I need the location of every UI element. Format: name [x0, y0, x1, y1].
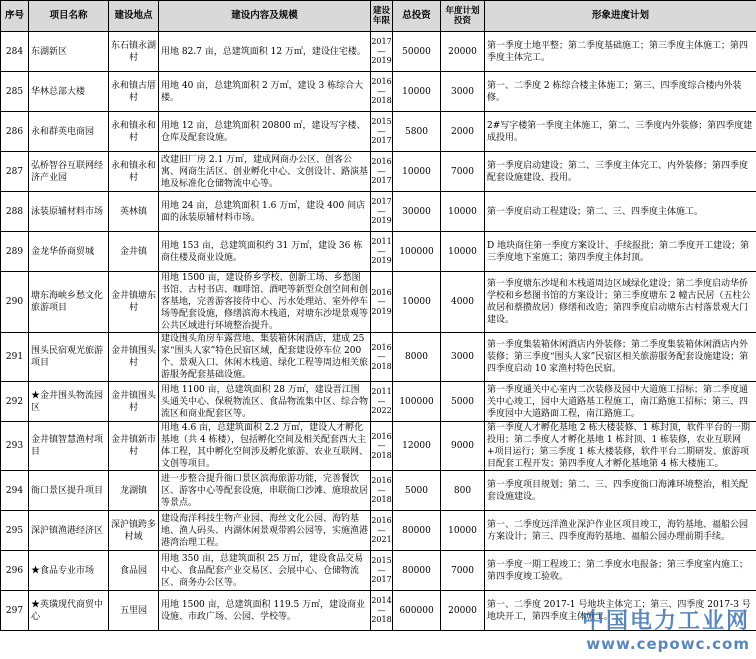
cell-content: 进一步整合提升衙口景区滨海旅游功能，完善餐饮区、游客中心等配套设施，串联衙口沙滩、施琅故居等景点。 — [159, 471, 371, 511]
cell-years — [371, 333, 393, 382]
cell-location: 五里园 — [109, 591, 159, 631]
table-row — [1, 551, 756, 591]
year-part: 2018 — [371, 361, 392, 371]
table-row — [1, 333, 756, 382]
cell-plan: 第一、二季度 2017-1 号地块主体完工；第三、四季度 2017-3 号地块开工，第四季度主体施工。 — [485, 591, 756, 631]
table-row — [1, 591, 756, 631]
year-part: — — [377, 352, 386, 362]
year-part: 2016 — [371, 342, 392, 352]
cell-no: 297 — [1, 591, 29, 631]
table-row — [1, 272, 756, 333]
cell-content: 改建旧厂房 2.1 万㎡，建成网商办公区、创客公寓、网商生活区、创业孵化中心、文创设计、路演基地及标准化仓储物流中心等。 — [159, 152, 371, 192]
cell-no: 294 — [1, 471, 29, 511]
year-part: 2017 — [371, 176, 392, 186]
year-part: — — [377, 441, 386, 451]
cell-content: 用地 4.6 亩，总建筑面积 2.2 万㎡，建设人才孵化基地（共 4 栋楼），包括孵化空间及相关配套西大主体工程，其中孵化空间涉及孵化旅游、农业互联网、文创等项目。 — [159, 422, 371, 471]
year-part: — — [377, 126, 386, 136]
cell-content: 用地 350 亩，总建筑面积 25 万㎡，建设食品交易中心、食品配套产业交易区、会展中心、仓储物流区、商务办公区等。 — [159, 551, 371, 591]
year-part: 2019 — [371, 56, 392, 66]
year-part: — — [377, 206, 386, 216]
cell-name: 塘东海峡乡愁文化旅游项目 — [29, 272, 109, 333]
year-part: 2019 — [371, 256, 392, 266]
cell-annual: 20000 — [441, 591, 485, 631]
year-part: 2016 — [371, 476, 392, 486]
watermark-line1: 中国电力工业网 — [581, 609, 750, 634]
cell-plan: 第一季度塘东沙堤和木栈道周边区域绿化建设；第二季度启动华侨学校和乡愁图书馆的方案设计；第三季度塘东 2 幢古民居（五柱公故居和蔡攒故居）修缮和改造；第四季度启动塘东古村落景观大门建设。 — [485, 272, 756, 333]
header-row — [1, 1, 756, 32]
cell-location: 金井镇新市村 — [109, 422, 159, 471]
cell-location: 食品园 — [109, 551, 159, 591]
header-location: 建设地点 — [109, 1, 159, 32]
cell-location: 英林镇 — [109, 192, 159, 232]
year-part: 2016 — [371, 431, 392, 441]
cell-plan: 第一季度集装箱休闲酒店内外装修；第二季度集装箱休闲酒店内外装修；第三季度“围头人家”民宿区相关旅游服务配套设施建设；第四季度启动 10 家渔村特色民宿。 — [485, 333, 756, 382]
cell-annual: 9000 — [441, 422, 485, 471]
cell-total: 600000 — [393, 591, 441, 631]
cell-annual: 7000 — [441, 152, 485, 192]
cell-name: ★食品专业市场 — [29, 551, 109, 591]
cell-content: 建设围头角房车露营地、集装箱休闲酒店，建成 25 家“围头人家”特色民宿区域，配套建设停车位 200 个、景观入口、休闲木栈道、绿化工程等周边相关旅游服务配套基础设施。 — [159, 333, 371, 382]
cell-name: ★英璜现代商贸中心 — [29, 591, 109, 631]
cell-no: 290 — [1, 272, 29, 333]
cell-annual: 10000 — [441, 192, 485, 232]
header-total: 总投资 — [393, 1, 441, 32]
year-part: — — [377, 246, 386, 256]
cell-total: 30000 — [393, 192, 441, 232]
cell-annual: 3000 — [441, 333, 485, 382]
cell-name: 金龙华侨商贸城 — [29, 232, 109, 272]
cell-total: 5000 — [393, 471, 441, 511]
cell-total: 5800 — [393, 112, 441, 152]
header-name: 项目名称 — [29, 1, 109, 32]
cell-no: 293 — [1, 422, 29, 471]
cell-no: 287 — [1, 152, 29, 192]
table-row — [1, 72, 756, 112]
cell-total: 10000 — [393, 152, 441, 192]
table-row — [1, 232, 756, 272]
cell-location: 龙湖镇 — [109, 471, 159, 511]
cell-content: 用地 1500 亩，建设侨乡学校、创新工场、乡愁图书馆、古村书店、咖啡馆、酒吧等新型众创空间和创客基地，完善游客接待中心、污水处理站、室外停车场等配套设施，修缮滨海木栈道，对塘东沙堤景观等公共区域进行环境整治提升。 — [159, 272, 371, 333]
cell-content: 用地 153 亩，总建筑面积约 31 万㎡，建设 36 栋商住楼及商业设施。 — [159, 232, 371, 272]
header-no: 序号 — [1, 1, 29, 32]
year-part: 2016 — [371, 157, 392, 167]
cell-content: 建设海洋科技生物产业园、海丝文化公园、海钓基地、渔人码头、内湖休闲景观带鸥公园等，实施渔港港湾治理工程。 — [159, 511, 371, 551]
cell-location: 金井镇围头村 — [109, 382, 159, 422]
year-part: 2018 — [371, 96, 392, 106]
cell-name: 深沪镇渔港经济区 — [29, 511, 109, 551]
year-part: — — [377, 86, 386, 96]
cell-plan: 第一季度通关中心室内二次装修及园中大道施工招标；第二季度通关中心竣工，园中大道路基工程施工，南江路施工招标；第三、四季度园中大道路面工程，南江路施工。 — [485, 382, 756, 422]
cell-plan: 第一季度人才孵化基地 2 栋大楼装修、1 栋封顶，软件平台的一期投用；第二季度人才孵化基地 1 栋封顶、1 栋装修，农业互联网+项目运行；第三季度 1 栋大楼装修，软件平台二期研发、旅游项目配套工程开发；第四季度人才孵化基地第 4 栋大楼施工。 — [485, 422, 756, 471]
year-part: 2018 — [371, 495, 392, 505]
cell-plan: 2#写字楼第一季度主体施工，第二、三季度内外装修；第四季度建成投用。 — [485, 112, 756, 152]
table-row — [1, 422, 756, 471]
table-row — [1, 511, 756, 551]
header-content: 建设内容及规模 — [159, 1, 371, 32]
cell-no: 295 — [1, 511, 29, 551]
year-part: — — [377, 297, 386, 307]
year-part: — — [377, 166, 386, 176]
cell-name: 围头民宿观光旅游项目 — [29, 333, 109, 382]
table-row — [1, 382, 756, 422]
cell-content: 用地 82.7 亩，总建筑面积 12 万㎡，建设住宅楼。 — [159, 32, 371, 72]
cell-name: 华林总部大楼 — [29, 72, 109, 112]
watermark-line2: www.cepowc.com — [586, 635, 750, 653]
cell-total: 10000 — [393, 272, 441, 333]
cell-name: 金井镇智慧渔村项目 — [29, 422, 109, 471]
table-row — [1, 112, 756, 152]
year-part: 2016 — [371, 77, 392, 87]
cell-annual: 2000 — [441, 112, 485, 152]
cell-annual: 20000 — [441, 32, 485, 72]
cell-location: 永和镇古厝村 — [109, 72, 159, 112]
cell-content: 用地 40 亩，总建筑面积 2 万㎡，建设 3 栋综合大楼。 — [159, 72, 371, 112]
year-part: 2022 — [371, 406, 392, 416]
year-part: 2018 — [371, 450, 392, 460]
cell-years — [371, 72, 393, 112]
cell-content: 用地 1100 亩，总建筑面积 28 万㎡，建设晋江围头通关中心、保税物流区、食品物流集中区、综合物流区和商业配套区等。 — [159, 382, 371, 422]
cell-no: 289 — [1, 232, 29, 272]
cell-no: 292 — [1, 382, 29, 422]
cell-plan: 第一季度土地平整；第二季度基础施工；第三季度主体施工；第四季度主体完工。 — [485, 32, 756, 72]
table-row — [1, 471, 756, 511]
cell-plan: 第一季度一期工程竣工；第二季度水电报备；第三季度室内施工；第四季度竣工验收。 — [485, 551, 756, 591]
cell-total: 80000 — [393, 551, 441, 591]
cell-no: 296 — [1, 551, 29, 591]
year-part: 2016 — [371, 287, 392, 297]
header-years: 建设年限 — [371, 1, 393, 32]
year-part: 2015 — [371, 556, 392, 566]
year-part: 2017 — [371, 575, 392, 585]
cell-plan: 第一、二季度 2 栋综合楼主体施工；第三、四季度综合楼内外装修。 — [485, 72, 756, 112]
cell-total: 50000 — [393, 32, 441, 72]
year-part: 2021 — [371, 535, 392, 545]
cell-location: 东石镇永湖村 — [109, 32, 159, 72]
cell-annual: 3000 — [441, 72, 485, 112]
cell-location: 金井镇 — [109, 232, 159, 272]
cell-total: 12000 — [393, 422, 441, 471]
year-part: — — [377, 605, 386, 615]
cell-location: 金井镇塘东村 — [109, 272, 159, 333]
table-row — [1, 192, 756, 232]
cell-years — [371, 511, 393, 551]
year-part: 2018 — [371, 615, 392, 625]
cell-total: 8000 — [393, 333, 441, 382]
year-part: 2011 — [371, 387, 392, 397]
cell-annual: 4000 — [441, 272, 485, 333]
cell-name: 衙口景区提升项目 — [29, 471, 109, 511]
cell-no: 285 — [1, 72, 29, 112]
year-part: 2017 — [371, 197, 392, 207]
cell-name: 永和群英电商园 — [29, 112, 109, 152]
cell-no: 286 — [1, 112, 29, 152]
cell-name: 弘桥智谷互联网经济产业园 — [29, 152, 109, 192]
year-part: 2011 — [371, 237, 392, 247]
cell-name: 泳装原辅材料市场 — [29, 192, 109, 232]
cell-total: 100000 — [393, 232, 441, 272]
cell-years — [371, 112, 393, 152]
cell-content: 用地 24 亩，总建筑面积 1.6 万㎡，建设 400 间店面的泳装原辅材料市场。 — [159, 192, 371, 232]
cell-location: 金井镇围头村 — [109, 333, 159, 382]
cell-location: 永和镇永和村 — [109, 112, 159, 152]
cell-content: 用地 12 亩，总建筑面积 20800 ㎡，建设写字楼、仓库及配套设施。 — [159, 112, 371, 152]
cell-total: 100000 — [393, 382, 441, 422]
cell-plan: 第一季度项目规划；第二、三、四季度衙口海滩环境整治，相关配套设施建设。 — [485, 471, 756, 511]
year-part: 2019 — [371, 216, 392, 226]
year-part: — — [377, 46, 386, 56]
cell-annual: 10000 — [441, 511, 485, 551]
year-part: 2019 — [371, 306, 392, 316]
table-row — [1, 152, 756, 192]
cell-years — [371, 551, 393, 591]
cell-years — [371, 591, 393, 631]
cell-annual: 5000 — [441, 382, 485, 422]
cell-plan: 第一季度启动工程建设；第二、三、四季度主体施工。 — [485, 192, 756, 232]
cell-plan: 第一季度启动建设；第二、三季度主体完工、内外装修；第四季度配套设施建设、投用。 — [485, 152, 756, 192]
cell-years — [371, 471, 393, 511]
cell-location: 深沪镇跨多村域 — [109, 511, 159, 551]
cell-years — [371, 32, 393, 72]
cell-total: 10000 — [393, 72, 441, 112]
cell-years — [371, 422, 393, 471]
year-part: 2017 — [371, 136, 392, 146]
year-part: 2015 — [371, 117, 392, 127]
header-plan: 形象进度计划 — [485, 1, 756, 32]
cell-plan: 第一、二季度远洋渔业深沪作业区项目竣工，海钓基地、福船公园方案设计；第三、四季度海钓基地、福船公园办理前期手续。 — [485, 511, 756, 551]
cell-name: 东湖新区 — [29, 32, 109, 72]
cell-name: ★金井围头物流园区 — [29, 382, 109, 422]
cell-annual: 10000 — [441, 232, 485, 272]
year-part: 2016 — [371, 516, 392, 526]
cell-plan: D 地块商住第一季度方案设计、手续报批；第二季度开工建设；第三季度地下室施工；第四季度主体封顶。 — [485, 232, 756, 272]
cell-years — [371, 192, 393, 232]
year-part: — — [377, 565, 386, 575]
cell-content: 用地 1500 亩，总建筑面积 119.5 万㎡，建设商业设施、市政广场、公园、学校等。 — [159, 591, 371, 631]
cell-no: 291 — [1, 333, 29, 382]
cell-years — [371, 382, 393, 422]
cell-no: 284 — [1, 32, 29, 72]
year-part: 2014 — [371, 596, 392, 606]
table-row — [1, 32, 756, 72]
year-part: — — [377, 485, 386, 495]
cell-annual: 800 — [441, 471, 485, 511]
cell-total: 80000 — [393, 511, 441, 551]
cell-years — [371, 232, 393, 272]
header-annual: 年度计划投资 — [441, 1, 485, 32]
cell-years — [371, 272, 393, 333]
cell-location: 永和镇永和村 — [109, 152, 159, 192]
year-part: — — [377, 396, 386, 406]
year-part: — — [377, 525, 386, 535]
cell-years — [371, 152, 393, 192]
year-part: 2017 — [371, 37, 392, 47]
cell-no: 288 — [1, 192, 29, 232]
cell-annual: 7000 — [441, 551, 485, 591]
